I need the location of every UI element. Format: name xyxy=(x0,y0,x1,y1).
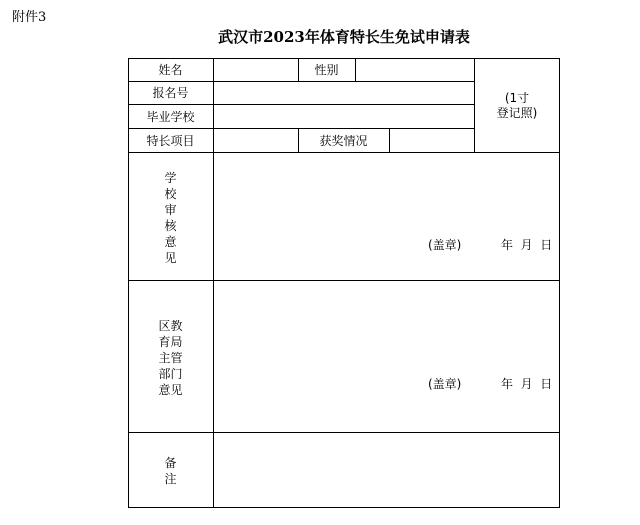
district-review-field[interactable] xyxy=(214,281,559,432)
awards-label: 获奖情况 xyxy=(319,134,368,148)
gender-label: 性别 xyxy=(314,63,339,77)
name-label: 姓名 xyxy=(158,63,183,77)
sport-specialty-label: 特长项目 xyxy=(146,134,195,148)
graduation-school-field[interactable] xyxy=(214,105,474,128)
graduation-school-label: 毕业学校 xyxy=(146,110,195,124)
remarks-field[interactable] xyxy=(214,433,559,507)
district-review-label: 区教 育局 主管 部门 意见 xyxy=(158,319,183,397)
exam-number-label: 报名号 xyxy=(152,86,189,100)
school-review-date: 年 月 日 xyxy=(501,238,553,252)
attachment-label: 附件3 xyxy=(12,10,47,25)
gender-field[interactable] xyxy=(356,59,474,81)
remarks-label: 备 注 xyxy=(164,456,177,486)
district-review-seal: (盖章) xyxy=(428,377,462,391)
district-review-date: 年 月 日 xyxy=(501,377,553,391)
school-review-label: 学 校 审 核 意 见 xyxy=(164,171,177,265)
awards-field[interactable] xyxy=(390,129,474,152)
form-title: 武汉市2023年体育特长生免试申请表 xyxy=(218,28,470,46)
school-review-seal: (盖章) xyxy=(428,238,462,252)
photo-hint-line2: 登记照) xyxy=(496,106,538,120)
exam-number-field[interactable] xyxy=(214,82,474,104)
sport-specialty-field[interactable] xyxy=(214,129,298,152)
school-review-field[interactable] xyxy=(214,153,559,280)
photo-hint-line1: (1寸 xyxy=(504,91,530,105)
name-field[interactable] xyxy=(214,59,298,81)
